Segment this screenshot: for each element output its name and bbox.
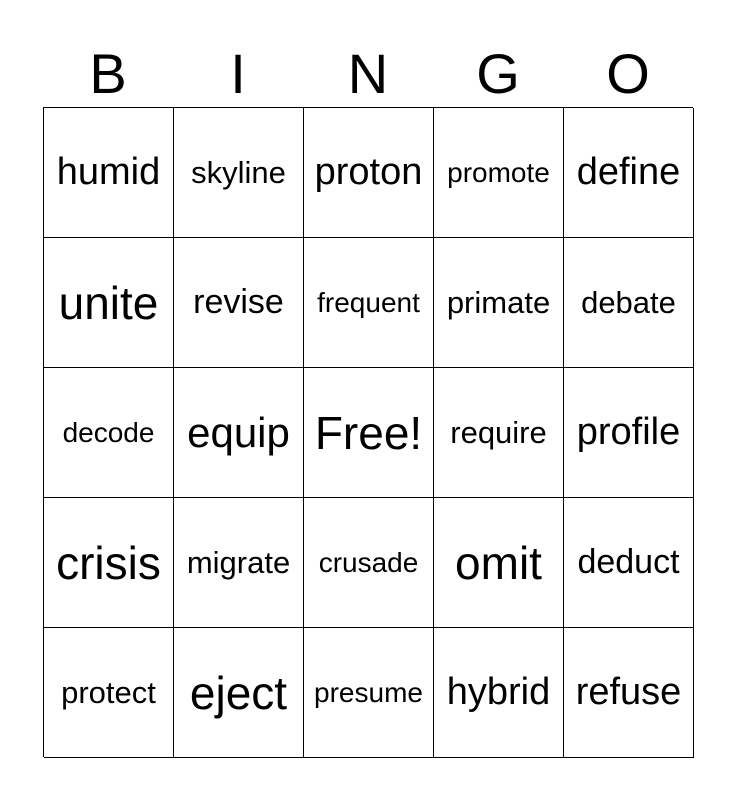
cell-word: profile [576, 411, 681, 453]
bingo-cell [174, 108, 304, 238]
bingo-cell [174, 498, 304, 628]
free-space: Free! [314, 406, 423, 459]
cell-word: protect [61, 674, 156, 710]
bingo-cell [174, 368, 304, 498]
cell-word: define [576, 151, 681, 193]
cell-word: omit [455, 536, 542, 589]
bingo-board [43, 107, 693, 757]
cell-word: skyline [191, 154, 286, 190]
bingo-cell [304, 368, 434, 498]
cell-word: require [450, 414, 547, 450]
bingo-cell [434, 628, 564, 758]
cell-word: proton [314, 151, 423, 193]
cell-word: hybrid [446, 671, 551, 713]
bingo-cell [304, 238, 434, 368]
cell-word: refuse [575, 671, 682, 713]
bingo-cell [174, 238, 304, 368]
bingo-cell [564, 498, 694, 628]
bingo-cell [44, 108, 174, 238]
bingo-cell [44, 238, 174, 368]
bingo-cell [304, 108, 434, 238]
bingo-cell [44, 368, 174, 498]
header-letter-i: I [230, 42, 246, 105]
header-letter-n: N [347, 42, 389, 105]
cell-word: migrate [186, 544, 291, 580]
bingo-cell [304, 628, 434, 758]
cell-word: primate [446, 284, 551, 320]
cell-word: crisis [56, 536, 161, 589]
cell-word: revise [193, 283, 284, 321]
header-letter-g: G [476, 42, 520, 105]
cell-word: presume [314, 676, 423, 708]
bingo-cell [434, 498, 564, 628]
bingo-cell [434, 238, 564, 368]
bingo-cell [174, 628, 304, 758]
bingo-cell [564, 368, 694, 498]
cell-word: humid [56, 151, 161, 193]
bingo-cell [564, 628, 694, 758]
bingo-cell [304, 498, 434, 628]
cell-word: eject [189, 666, 288, 719]
bingo-cell [564, 238, 694, 368]
header-letter-b: B [89, 42, 127, 105]
bingo-header [43, 40, 693, 108]
bingo-cell [434, 368, 564, 498]
cell-word: crusade [318, 546, 419, 578]
bingo-cell [44, 498, 174, 628]
cell-word: equip [187, 408, 290, 456]
bingo-cell [44, 628, 174, 758]
bingo-cell [564, 108, 694, 238]
cell-word: frequent [317, 286, 420, 318]
cell-word: decode [62, 416, 155, 448]
bingo-cell [434, 108, 564, 238]
cell-word: promote [447, 156, 550, 188]
header-letter-o: O [606, 42, 650, 105]
cell-word: unite [58, 276, 159, 329]
cell-word: debate [581, 284, 676, 320]
cell-word: deduct [577, 543, 680, 581]
